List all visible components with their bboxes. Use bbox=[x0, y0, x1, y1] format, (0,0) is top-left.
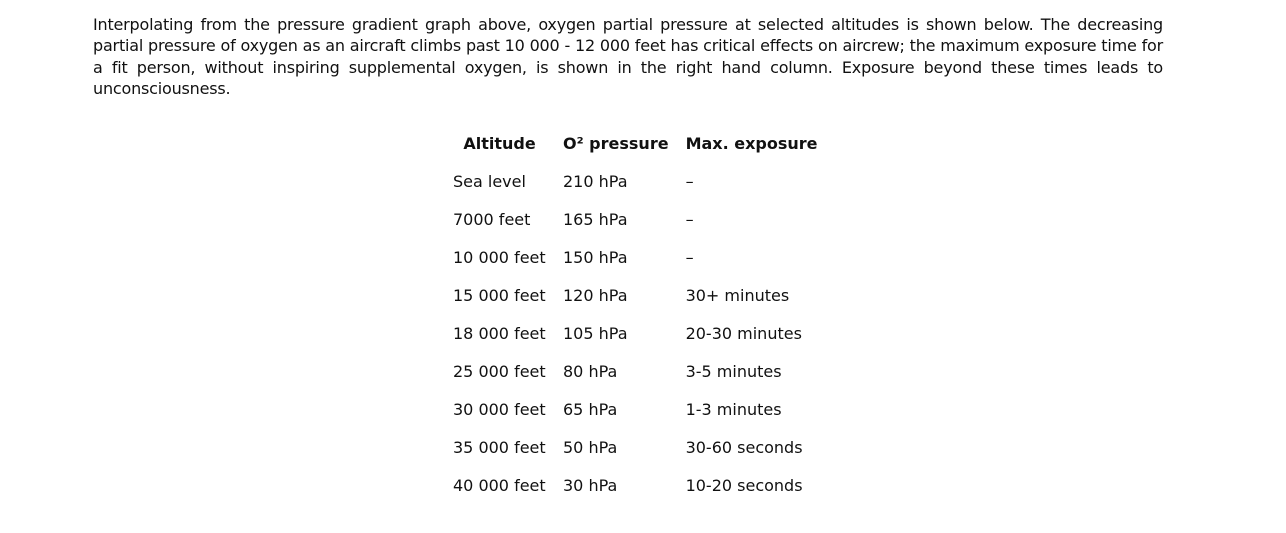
table-row bbox=[445, 200, 827, 238]
altitude-cell: 40 000 feet bbox=[453, 475, 546, 495]
exposure-cell: 30+ minutes bbox=[685, 285, 790, 305]
altitude-cell: 30 000 feet bbox=[453, 399, 546, 419]
intro-paragraph: Interpolating from the pressure gradient graph above, oxygen partial pressure at selected altitudes is shown below. The decreasing partial pressure of oxygen as an aircraft climbs past 10 000 - 12 000 feet has critical effects on aircrew; the maximum exposure time for a fit person, without inspiring supplemental oxygen, is shown in the right hand column. Exposure beyond these times leads to unconsciousness. bbox=[93, 15, 1163, 98]
column-header-max-exposure: Max. exposure bbox=[685, 133, 818, 153]
altitude-cell: 7000 feet bbox=[453, 209, 531, 229]
pressure-cell: 165 hPa bbox=[563, 209, 628, 229]
pressure-cell: 120 hPa bbox=[563, 285, 628, 305]
altitude-cell: 15 000 feet bbox=[453, 285, 546, 305]
exposure-cell: 1-3 minutes bbox=[685, 399, 782, 419]
exposure-cell: – bbox=[685, 171, 694, 191]
column-header-o2-pressure: O² pressure bbox=[563, 133, 669, 153]
table-header-row bbox=[445, 124, 827, 162]
altitude-cell: 10 000 feet bbox=[453, 247, 546, 267]
table-row bbox=[445, 314, 827, 352]
exposure-cell: 3-5 minutes bbox=[685, 361, 782, 381]
pressure-cell: 50 hPa bbox=[563, 437, 618, 457]
pressure-cell: 105 hPa bbox=[563, 323, 628, 343]
table-row bbox=[445, 162, 827, 200]
pressure-cell: 150 hPa bbox=[563, 247, 628, 267]
exposure-cell: 10-20 seconds bbox=[685, 475, 803, 495]
pressure-cell: 80 hPa bbox=[563, 361, 618, 381]
altitude-cell: 25 000 feet bbox=[453, 361, 546, 381]
oxygen-pressure-table bbox=[445, 124, 827, 504]
column-header-altitude: Altitude bbox=[463, 133, 536, 153]
exposure-cell: – bbox=[685, 247, 694, 267]
table-row bbox=[445, 466, 827, 504]
table-row bbox=[445, 238, 827, 276]
pressure-cell: 210 hPa bbox=[563, 171, 628, 191]
altitude-cell: Sea level bbox=[453, 171, 526, 191]
exposure-cell: 30-60 seconds bbox=[685, 437, 803, 457]
pressure-cell: 65 hPa bbox=[563, 399, 618, 419]
table-row bbox=[445, 352, 827, 390]
altitude-cell: 18 000 feet bbox=[453, 323, 546, 343]
table-row bbox=[445, 390, 827, 428]
altitude-cell: 35 000 feet bbox=[453, 437, 546, 457]
exposure-cell: 20-30 minutes bbox=[685, 323, 802, 343]
table-row bbox=[445, 276, 827, 314]
exposure-cell: – bbox=[685, 209, 694, 229]
table-row bbox=[445, 428, 827, 466]
pressure-cell: 30 hPa bbox=[563, 475, 618, 495]
